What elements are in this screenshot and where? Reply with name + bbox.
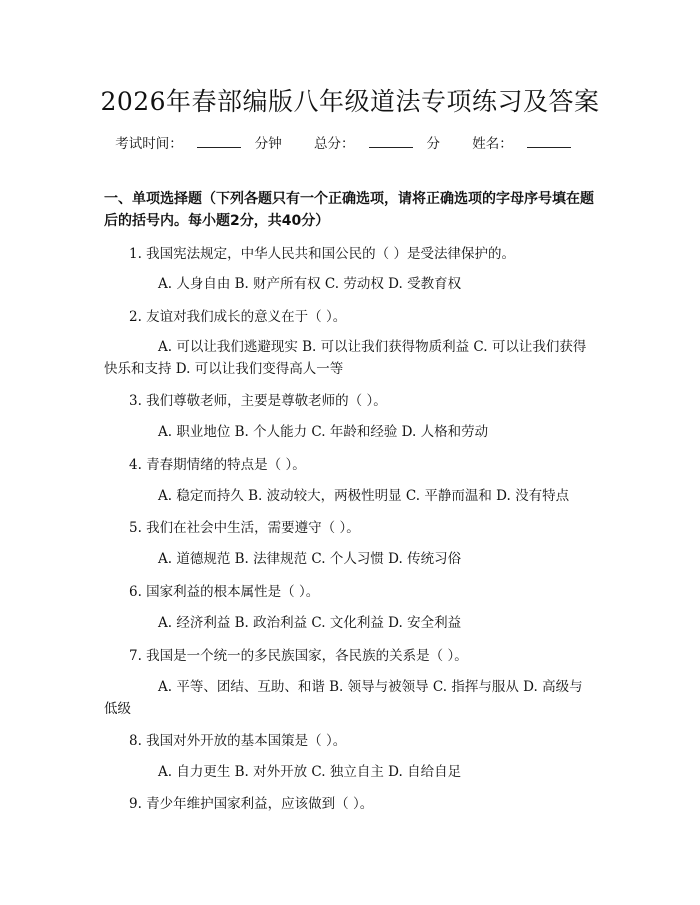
question-4	[104, 454, 596, 476]
name-blank	[527, 135, 571, 148]
question-4-options: A. 稳定而持久 B. 波动较大，两极性明显 C. 平静而温和 D. 没有特点	[158, 488, 570, 504]
score-unit: 分	[426, 136, 440, 152]
section-heading: 一、单项选择题（下列各题只有一个正确选项，请将正确选项的字母序号填在题后的括号内。每小题2分，共40分）	[104, 191, 594, 229]
time-field	[115, 136, 282, 152]
question-stem: 1. 我国宪法规定，中华人民共和国公民的（ ）是受法律保护的。	[129, 246, 515, 262]
question-9	[104, 793, 596, 815]
score-blank	[369, 135, 413, 148]
question-stem: 8. 我国对外开放的基本国策是（ ）。	[129, 733, 347, 749]
question-2-options: A. 可以让我们逃避现实 B. 可以让我们获得物质利益 C. 可以让我们获得快乐和支持 D. 可以让我们变得高人一等	[104, 339, 587, 377]
name-field	[472, 136, 585, 152]
score-label: 总分：	[314, 136, 355, 152]
question-stem: 3. 我们尊敬老师，主要是尊敬老师的（ ）。	[129, 393, 387, 409]
question-1-options: A. 人身自由 B. 财产所有权 C. 劳动权 D. 受教育权	[158, 276, 462, 292]
question-stem: 6. 国家利益的根本属性是（ ）。	[129, 584, 320, 600]
question-6	[104, 581, 596, 603]
question-stem: 5. 我们在社会中生活，需要遵守（ ）。	[129, 520, 360, 536]
name-label: 姓名：	[472, 136, 513, 152]
question-stem: 2. 友谊对我们成长的意义在于（ ）。	[129, 309, 347, 325]
question-7-options: A. 平等、团结、互助、和谐 B. 领导与被领导 C. 指挥与服从 D. 高级与低级	[104, 679, 583, 717]
question-stem: 7. 我国是一个统一的多民族国家，各民族的关系是（ ）。	[129, 648, 468, 664]
page-title: 2026年春部编版八年级道法专项练习及答案	[100, 87, 600, 116]
question-stem: 9. 青少年维护国家利益，应该做到（ ）。	[129, 796, 374, 812]
question-5-options: A. 道德规范 B. 法律规范 C. 个人习惯 D. 传统习俗	[158, 551, 462, 567]
time-blank	[197, 135, 241, 148]
question-5	[104, 517, 596, 539]
exam-meta	[0, 132, 700, 152]
time-label: 考试时间：	[115, 136, 183, 152]
question-stem: 4. 青春期情绪的特点是（ ）。	[129, 457, 306, 473]
question-8	[104, 730, 596, 752]
time-unit: 分钟	[254, 136, 282, 152]
question-1	[104, 243, 596, 265]
question-8-options: A. 自力更生 B. 对外开放 C. 独立自主 D. 自给自足	[158, 764, 462, 780]
score-field	[314, 136, 440, 152]
question-3-options: A. 职业地位 B. 个人能力 C. 年龄和经验 D. 人格和劳动	[158, 424, 489, 440]
question-6-options: A. 经济利益 B. 政治利益 C. 文化利益 D. 安全利益	[158, 615, 462, 631]
question-3	[104, 390, 596, 412]
question-7	[104, 645, 596, 667]
question-2	[104, 306, 596, 328]
